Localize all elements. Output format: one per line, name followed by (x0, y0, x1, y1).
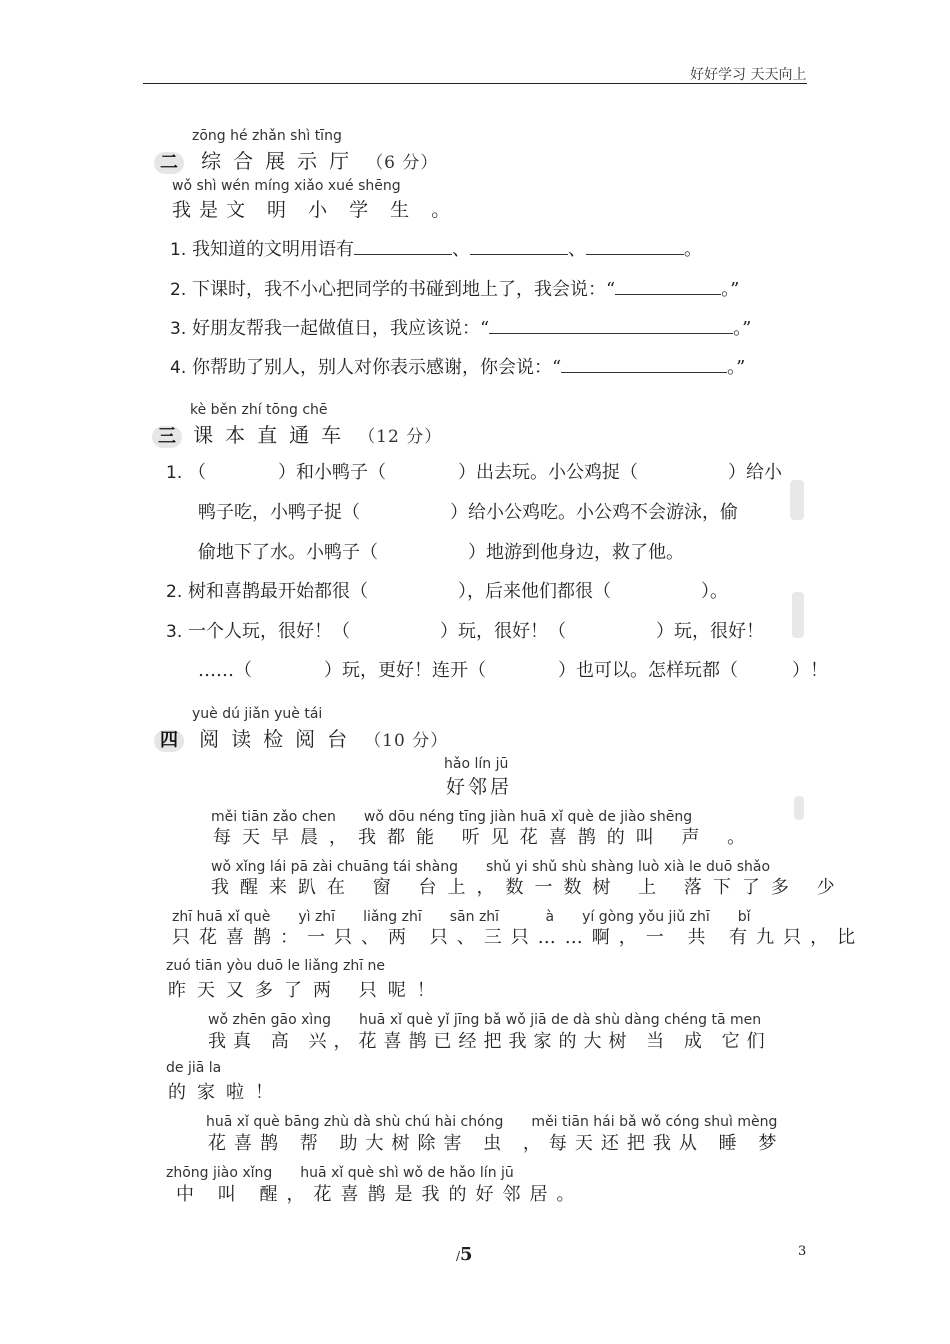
q1-answer-blank-2[interactable] (470, 236, 568, 255)
story-line-3: 只花喜鹊：一只、两 只、三只……啊，一 共 有九只，比 (172, 927, 865, 948)
story-line-1: 每天早晨，我都能 听见花喜鹊的叫 声 。 (213, 827, 757, 848)
edge-decoration (794, 796, 804, 820)
s3-q3-text-1: 一个人玩，很好！（ ）玩，很好！（ ）玩，很好！ (187, 621, 764, 642)
story-line-6: 的家啦！ (168, 1082, 284, 1103)
q4-answer-blank[interactable] (561, 354, 727, 373)
story-line-7-pinyin: huā xǐ què bāng zhù dà shù chú hài chóng měi tiān hái bǎ wǒ cóng shuì mèng (206, 1114, 778, 1130)
q3-end: 。” (733, 318, 752, 339)
q1-text: 我知道的文明用语有 (191, 239, 354, 260)
section2-sub-pinyin: wǒ shì wén míng xiǎo xué shēng (172, 178, 401, 194)
q4-number: 4. (170, 358, 187, 378)
q2-end: 。” (721, 279, 740, 300)
story-line-7: 花喜鹊 帮 助大树除害 虫 ，每天还把我从 睡 梦 (208, 1133, 785, 1154)
q1-sep-2: 、 (567, 239, 586, 260)
section2-sub-title: 我是文 明 小 学 生 。 (172, 199, 459, 221)
section3-q2 (166, 577, 728, 603)
q2-answer-blank[interactable] (615, 276, 721, 295)
section4-pinyin: yuè dú jiǎn yuè tái (192, 706, 323, 722)
edge-decoration (792, 592, 804, 638)
section3-number: 三 (152, 426, 182, 448)
story-line-8: 中 叫 醒，花喜鹊是我的好邻居。 (176, 1184, 584, 1205)
q1-number: 1. (170, 240, 187, 260)
s3-q2-text: 树和喜鹊最开始都很（ ），后来他们都很（ ）。 (187, 581, 728, 602)
section2-score: （6 分） (366, 153, 439, 173)
section3-score: （12 分） (358, 427, 443, 447)
q2-number: 2. (170, 280, 187, 300)
section4-number: 四 (154, 730, 184, 752)
header-slogan: 好好学习 天天向上 (690, 67, 807, 83)
edge-decoration (790, 480, 804, 520)
q1-sep-1: 、 (451, 239, 470, 260)
section3-title: 课本直通车 (193, 423, 354, 447)
q1-answer-blank-1[interactable] (354, 236, 452, 255)
section2-q4 (170, 353, 745, 379)
section2-heading (154, 145, 438, 174)
section3-q1-line2: 鸭子吃，小鸭子捉（ ）给小公鸡吃。小公鸡不会游泳，偷 (198, 502, 738, 523)
section2-pinyin: zōng hé zhǎn shì tīng (192, 128, 342, 144)
q3-text: 好朋友帮我一起做值日，我应该说：“ (191, 318, 490, 339)
story-title-pinyin: hǎo lín jū (444, 756, 509, 772)
story-line-4-pinyin: zuó tiān yòu duō le liǎng zhī ne (166, 958, 386, 974)
story-line-5: 我真 高 兴，花喜鹊已经把我家的大树 当 成 它们 (208, 1031, 772, 1052)
story-line-2-pinyin: wǒ xǐng lái pā zài chuāng tái shàng shǔ yi shǔ shù shàng luò xià le duō shǎo (211, 859, 771, 875)
footer-slash: / (456, 1249, 461, 1263)
section3-q3-line2: ……（ ）玩，更好！连开（ ）也可以。怎样玩都（ ）！ (198, 660, 828, 681)
q3-number: 3. (170, 319, 187, 339)
section4-heading (154, 723, 448, 752)
section2-q1 (170, 235, 702, 261)
story-line-2: 我醒来趴在 窗 台上，数一数树 上 落下了多 少 (211, 877, 846, 898)
s3-q1-text-1: （ ）和小鸭子（ ）出去玩。小公鸡捉（ ）给小 (187, 462, 782, 483)
section3-q1-line3: 偷地下了水。小鸭子（ ）地游到他身边，救了他。 (198, 542, 684, 563)
section3-heading (152, 419, 442, 448)
section2-title: 综合展示厅 (201, 149, 362, 173)
q1-answer-blank-3[interactable] (586, 236, 684, 255)
q4-text: 你帮助了别人，别人对你表示感谢，你会说：“ (191, 357, 562, 378)
section4-score: （10 分） (364, 731, 449, 751)
section3-pinyin: kè běn zhí tōng chē (190, 402, 328, 418)
story-line-6-pinyin: de jiā la (166, 1060, 222, 1076)
story-line-4: 昨天又多了两 只呢！ (168, 980, 446, 1001)
q2-text: 下课时，我不小心把同学的书碰到地上了，我会说：“ (191, 279, 616, 300)
section2-number: 二 (154, 152, 184, 174)
s3-q1-number: 1. (166, 463, 183, 483)
story-line-5-pinyin: wǒ zhēn gāo xìng huā xǐ què yǐ jīng bǎ wǒ jiā de dà shù dàng chéng tā men (208, 1012, 762, 1028)
story-line-8-pinyin: zhōng jiào xǐng huā xǐ què shì wǒ de hǎo lín jū (166, 1165, 514, 1181)
footer-total: 5 (460, 1244, 473, 1265)
section3-q3-line1 (166, 617, 764, 643)
q3-answer-blank[interactable] (489, 315, 733, 334)
story-line-3-pinyin: zhī huā xǐ què yì zhī liǎng zhī sān zhī à yí gòng yǒu jiǔ zhī bǐ (172, 909, 751, 925)
section2-q3 (170, 314, 751, 340)
section4-title: 阅读检阅台 (199, 727, 360, 751)
header-divider (143, 83, 807, 84)
story-title: 好邻居 (446, 776, 513, 798)
section3-q1-line1 (166, 458, 782, 484)
s3-q2-number: 2. (166, 582, 183, 602)
section2-q2 (170, 275, 739, 301)
q1-end: 。 (683, 239, 702, 260)
footer-page-number: 3 (798, 1244, 807, 1259)
story-line-1-pinyin: měi tiān zǎo chen wǒ dōu néng tīng jiàn huā xǐ què de jiào shēng (211, 809, 693, 825)
footer-page-total (456, 1244, 473, 1265)
s3-q3-number: 3. (166, 622, 183, 642)
q4-end: 。” (727, 357, 746, 378)
